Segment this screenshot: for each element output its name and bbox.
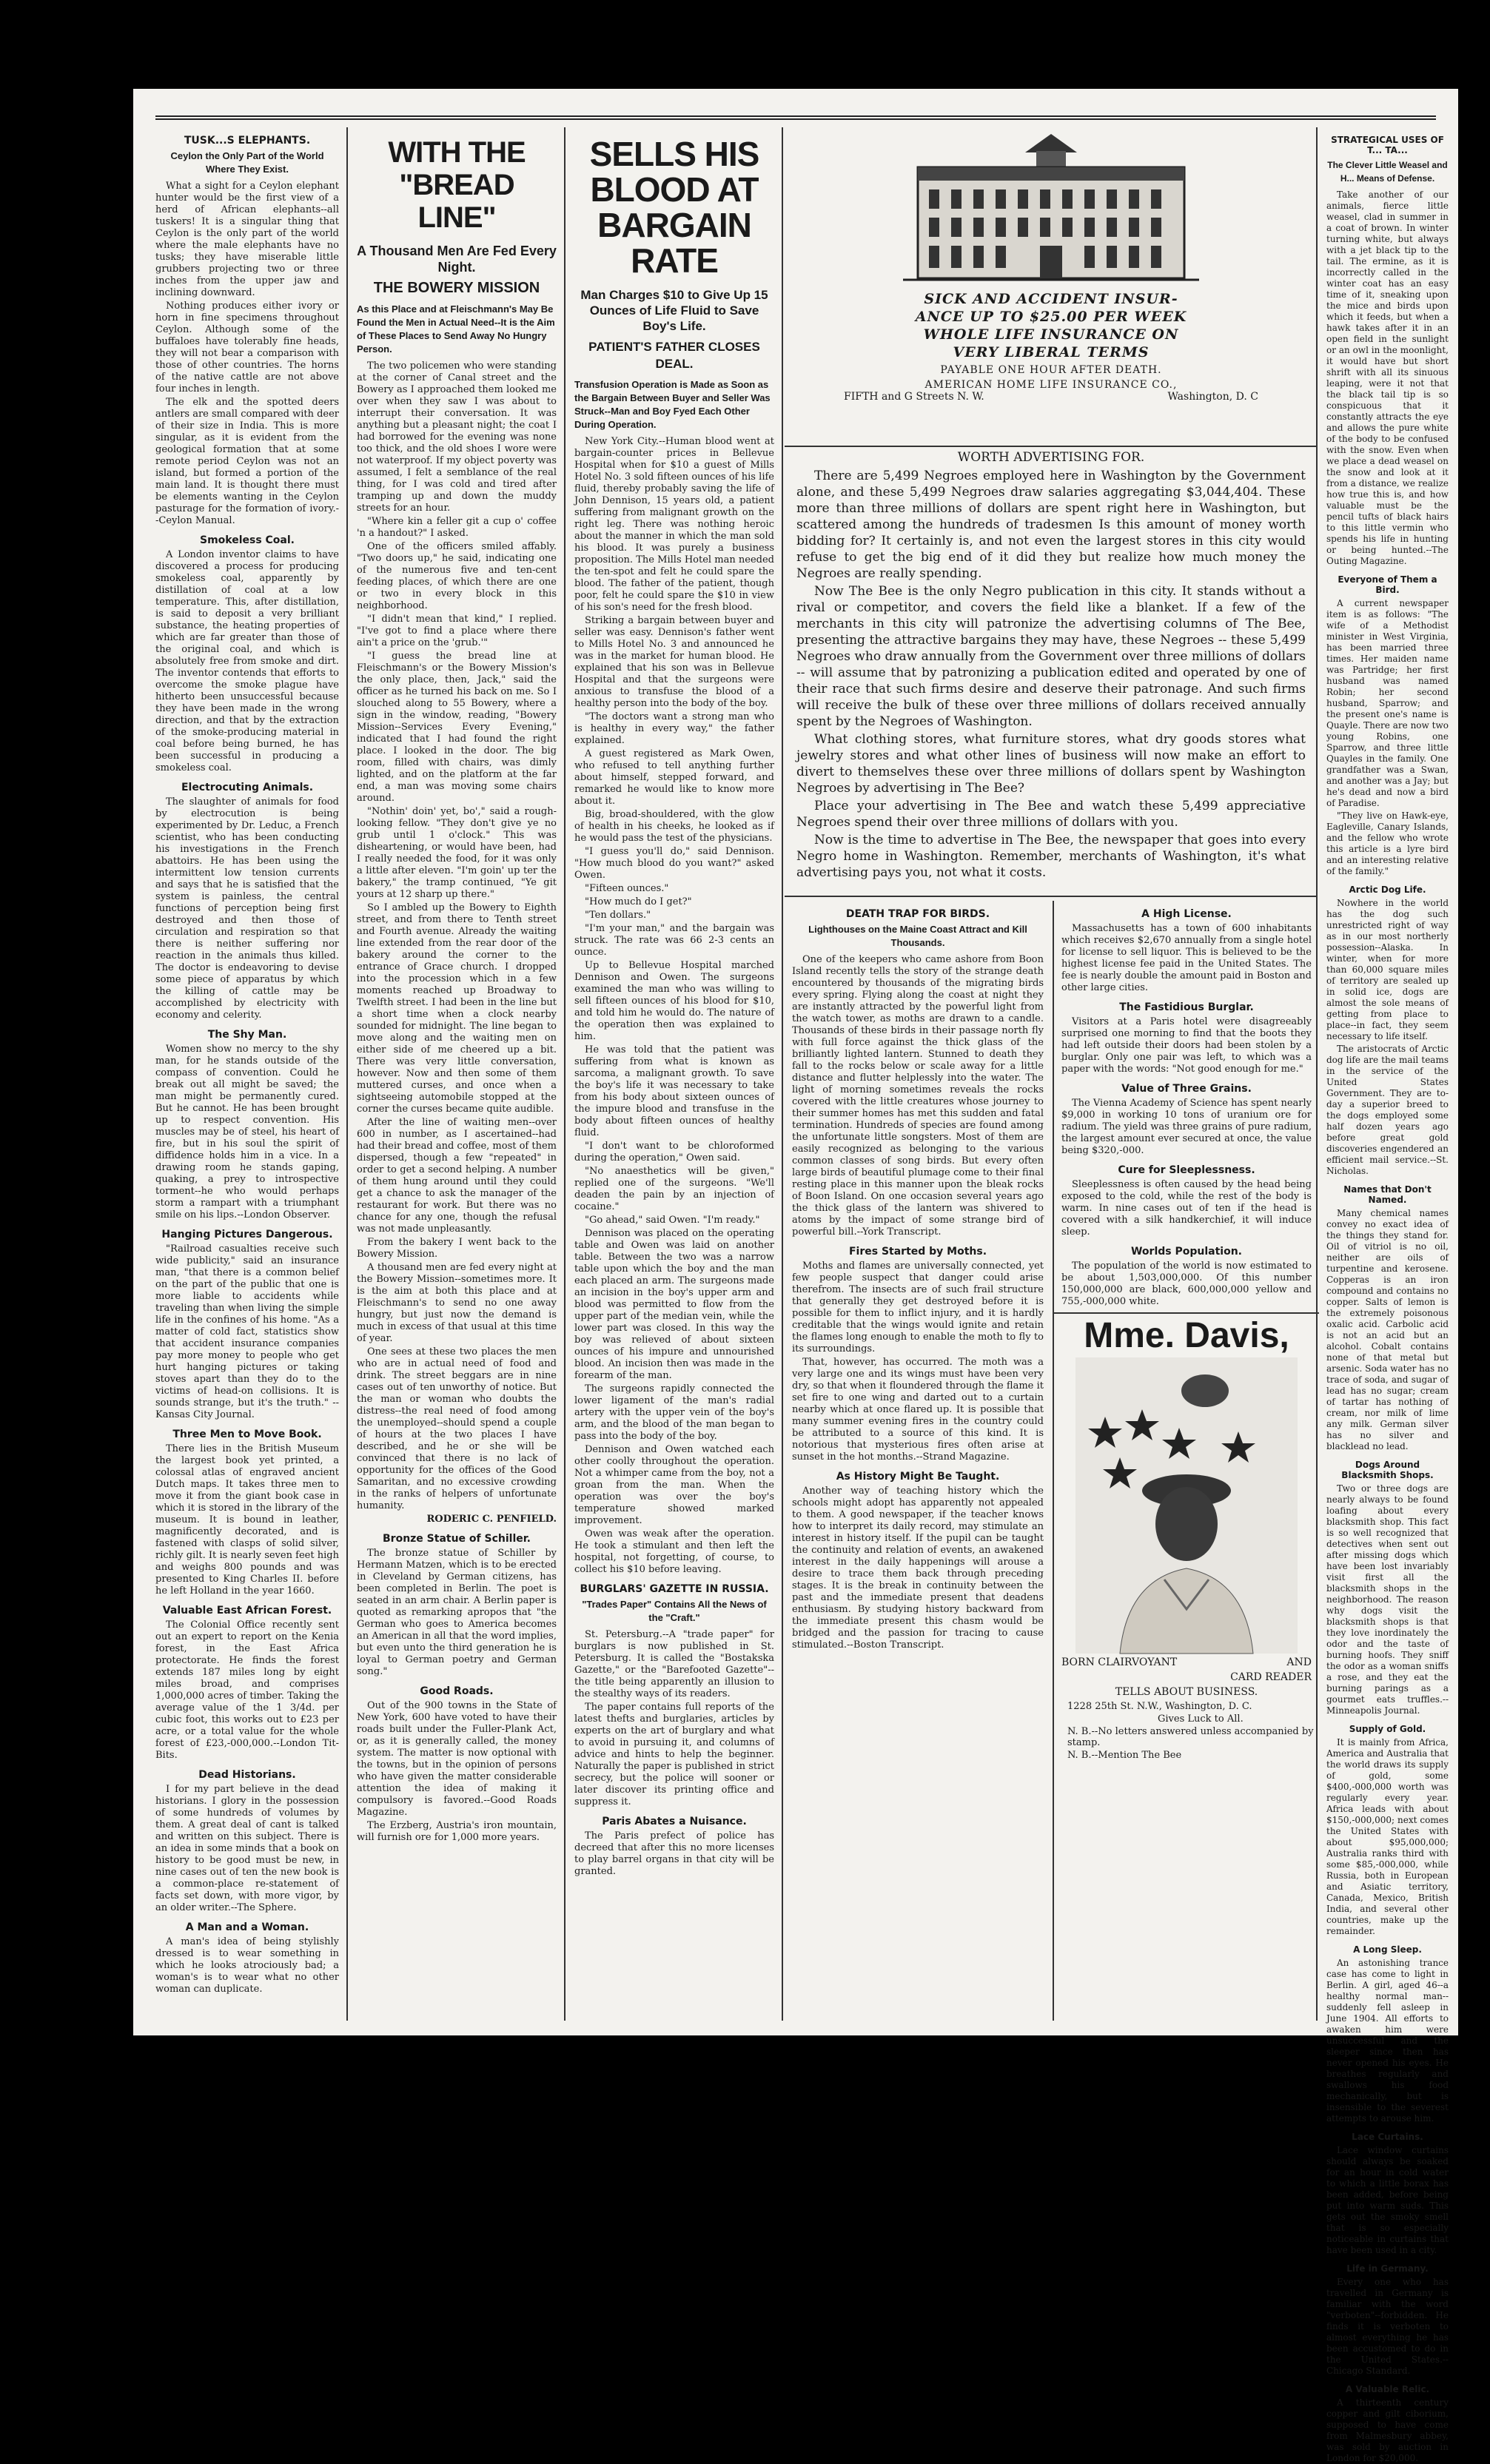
paragraph: Take another of our animals, fierce little weasel, clad in summer in a coat of brown. In winter turning white, but always with a jet black tip to the tail. The ermine, as it is incorrectly called in the winter coat has an easy time of it, sneaking upon the mice and birds upon which it feeds, but when a hawk takes after it in an open field in the sunlight or an owl in the moonlight, it would have but short shrift with all its sinuous leaping, were it not that the black tail tip is so conspicuous that it constantly attracts the eye and allows the pure white of the body to be confused with the snow. Even when we place a dead weasel on the snow and look at it from a distance, we realize how true this is, and how valuable must be the pencil tufts of black hairs to this little vermin who spends his life in hunting or being hunted.--The Outing Magazine. <box>1326 189 1449 566</box>
article-heading: Lace Curtains. <box>1352 2132 1423 2142</box>
paragraph: "I'm your man," and the bargain was struck. The rate was 66 2-3 cents an ounce. <box>574 923 774 958</box>
paragraph: Up to Bellevue Hospital marched Dennison and Owen. The surgeons examined the man who was willing to sell fifteen ounces of his blood for $10, and told him he would do. The nature of the operation then was explained to him. <box>574 960 774 1042</box>
insurance-advertisement <box>799 127 1303 438</box>
article-heading: Bronze Statue of Schiller. <box>383 1533 531 1545</box>
worth-advertising-editorial <box>785 446 1318 897</box>
paragraph: Sleeplessness is often caused by the head being exposed to the cold, while the rest of the body is warm. In nine cases out of ten if the head is covered with a silk handkerchief, it will induce sleep. <box>1061 1179 1312 1238</box>
article-heading: Good Roads. <box>420 1685 494 1697</box>
subheadline: A Thousand Men Are Fed Every Night. <box>357 244 557 275</box>
column-4-lower <box>785 901 1051 2021</box>
paragraph: Now The Bee is the only Negro publication in this city. It stands without a rival or competitor, and covers the field like a blanket. If a few of the merchants in this city will patronize the advertising columns of The Bee, presenting the attractive bargains they may have, these Negroes -- these 5,499 Negroes who draw annually from the Government over three millions of dollars -- will assume that by patronizing a publication edited and operated by one of their race that such firms desire and deserve their patronage. And such firms will receive the bulk of these over three millions of dollars received annually spent by the Negroes of Washington. <box>796 584 1306 729</box>
paragraph: Dennison and Owen watched each other coolly throughout the operation. Not a whimper came from the boy, not a groan from the man. When the operation was over the boy's temperature showed marked improvement. <box>574 1444 774 1526</box>
article-heading: DEATH TRAP FOR BIRDS. <box>845 908 990 920</box>
paragraph: The Vienna Academy of Science has spent nearly $9,000 in working 10 tons of uranium ore for radium. The yield was three grains of pure radium, the largest amount ever secured at once, the value being $320,-000. <box>1061 1098 1312 1156</box>
ad-line: WHOLE LIFE INSURANCE ON <box>923 326 1179 343</box>
paragraph: Place your advertising in The Bee and watch these 5,499 appreciative Negroes spend their over three millions of dollars with you. <box>796 799 1306 830</box>
top-rule <box>155 115 1436 120</box>
paragraph: Two or three dogs are nearly always to be found loafing about every blacksmith shop. This fact is so well recognized that detectives when sent out after missing dogs which have been lost invariably visit first all the blacksmith shops in the neighborhood. The reason why dogs visit the blacksmith shops is that they love inordinately the odor and the taste of burning hoofs. They sniff the odor as a woman sniffs a rose, and they eat the burning parings as a gourmet eats truffles.--Minneapolis Journal. <box>1326 1483 1449 1716</box>
headline-sells-blood: SELLS HIS BLOOD AT BARGAIN RATE <box>589 135 759 280</box>
paragraph: Nowhere in the world has the dog such unrestricted right of way as in our most northerly possession--Alaska. In winter, when for more than 60,000 square miles of territory are sealed up in solid ice, dogs are almost the sole means of getting from place to place--in fact, they seem necessary to life itself. <box>1326 898 1449 1041</box>
paragraph: "I guess you'll do," said Dennison. "How much blood do you want?" asked Owen. <box>574 846 774 881</box>
paragraph: A man's idea of being stylishly dressed is to wear something in which he looks atrociously bad; a woman's is to wear what no other woman can duplicate. <box>155 1936 339 1995</box>
article-heading: Life in Germany. <box>1346 2263 1429 2274</box>
paragraph: It is mainly from Africa, America and Australia that the world draws its supply of gold, some $400,-000,000 worth was regularly every year. Africa leads with about $150,-000,000; next comes the United States with about $95,000,000; Australia ranks third with some $85,-000,000, while Russia, both in European and Asiatic territory, Canada, Mexico, British India, and several other countries, make up the remainder. <box>1326 1737 1449 1936</box>
article-heading: Names that Don't Named. <box>1343 1184 1432 1205</box>
article-heading: Paris Abates a Nuisance. <box>602 1816 747 1827</box>
paragraph: "How much do I get?" <box>585 896 692 907</box>
article-heading: Hanging Pictures Dangerous. <box>161 1229 333 1241</box>
paragraph: The Colonial Office recently sent out an expert to report on the Kenia forest, in the East Africa protectorate. He finds the forest extends 187 miles long by eight miles broad, and comprises 1,000,000 acres of timber. Taking the average value of the 1 3/4d. per cubic foot, this works out to £23 per acre, or a total value for the whole forest of £23,-000,000.--London Tit-Bits. <box>155 1619 339 1761</box>
article-heading: Supply of Gold. <box>1349 1724 1426 1734</box>
column-6 <box>1319 127 1456 2463</box>
paragraph: New York City.--Human blood went at bargain-counter prices in Bellevue Hospital when for $10 a guest of Mills Hotel No. 3 sold fifteen ounces of his life fluid, thereby probably saving the life of John Dennison, 15 years old, a patient suffering from malignant growth on the right leg. There was nothing heroic about the manner in which the man sold his blood. It was purely a business proposition. The Mills Hotel man needed the ten-spot and felt he could spare the blood. The father of the patient, though poor, felt he could spare the $10 in view of his son's need for the fresh blood. <box>574 436 774 613</box>
paragraph: Visitors at a Paris hotel were disagreeably surprised one morning to find that the boots they had left outside their doors had been stolen by a burglar. Only one pair was left, to which was a paper with the words: "Not good enough for me." <box>1061 1016 1312 1075</box>
ad-caption: CARD READER <box>1230 1671 1312 1683</box>
paragraph: A London inventor claims to have discovered a process for producing smokeless coal, apparently by distillation of coal at a low temperature. This, after distillation, is said to deposit a very brilliant substance, the heating properties of which are far greater than those of the original coal, and which is absolutely free from smoke and dirt. The inventor contends that efforts to overcome the smoke plague have hitherto been unsuccessful because they have been made in the wrong direction, and that by the extraction of the smoke-producing material in coal before being burned, he has been successful in producing a smokeless coal. <box>155 549 339 773</box>
ad-line: SICK AND ACCIDENT INSUR- <box>924 291 1178 307</box>
article-heading: STRATEGICAL USES OF T... TA... <box>1331 135 1444 155</box>
paragraph: Dennison was placed on the operating table and Owen was laid on another table. Between the two was a narrow table upon which the boy and the man each placed an arm. The surgeons made an incision in the boy's upper arm and blood was permitted to flow from the upper part of the median vein, while the lower part was closed. In this way the boy was relieved of about sixteen ounces of his impure and unnourished blood. An incision then was made in the forearm of the man. <box>574 1228 774 1381</box>
article-heading: Smokeless Coal. <box>199 534 295 546</box>
ad-caption: TELLS ABOUT BUSINESS. <box>1115 1686 1258 1698</box>
paragraph: The elk and the spotted deers antlers are small compared with deer of their size in India. This is more singular, as it is evident from the geological formation that at some remote period Ceylon was not an island, but formed a portion of the main land. It is thought there must be elements wanting in the Ceylon pasturage for the formation of ivory.--Ceylon Manual. <box>155 397 340 526</box>
article-heading: Arctic Dog Life. <box>1349 884 1426 895</box>
byline: RODERIC C. PENFIELD. <box>426 1514 557 1525</box>
ad-line: VERY LIBERAL TERMS <box>953 344 1150 360</box>
paragraph: "Fifteen ounces." <box>585 883 669 894</box>
portrait-icon <box>1075 1357 1298 1654</box>
paragraph: "Railroad casualties receive such wide publicity," said an insurance man, "that there is a common belief on the part of the public that one is more liable to accidents while traveling than when living the simple life in the confines of his home. "As a matter of cold fact, statistics show that accident insurance companies pay more money to people who get hurt hanging pictures or taking stoves apart than they do to the victims of head-on collisions. It is sounds strange, but it's the truth." --Kansas City Journal. <box>155 1243 339 1420</box>
column-1 <box>148 127 348 2021</box>
paragraph: The slaughter of animals for food by electrocution is being experimented by Dr. Leduc, a French scientist, who has been conducting his investigations in the French abattoirs. He has been using the intermittent low tension currents and says that he is satisfied that the system is painless, the central functions of perception being first destroyed and then those of circulation and respiration so that there is neither suffering nor reaction in the animals thus killed. The doctor is endeavoring to devise some piece of apparatus by which the killing of cattle may be accomplished by electricity with economy and celerity. <box>155 796 339 1021</box>
paragraph: Lace window curtains should always be soaked for an hour in cold water to which a little borax has been added, before being put into warm suds. This gets out the smoky smell that is so especially noticeable in curtains that have been used in a city. <box>1326 2145 1449 2255</box>
deck-summary: Transfusion Operation is Made as Soon as the Bargain Between Buyer and Seller Was Struck--Man and Boy Fyed Each Other During Operation. <box>574 379 771 430</box>
subheadline: Man Charges $10 to Give Up 15 Ounces of Life Fluid to Save Boy's Life. <box>580 288 768 333</box>
paragraph: A current newspaper item is as follows: "The wife of a Methodist minister in West Virginia, has been married three times. Her maiden name was Partridge; her first husband was named Robin; her second husband, Sparrow; and the present one's name is Quayle. There are now two young Robins, one Sparrow, and three little Quayles in the family. One grandfather was a Swan, and another was a Jay; but he's dead and now a bird of Paradise. <box>1326 598 1449 808</box>
paragraph: Moths and flames are universally connected, yet few people suspect that danger could arise therefrom. The insects are of such frail structure that generally they get destroyed before it is possible for them to inflict injury, and it is hardly creditable that the wings would ignite and retain the flames long enough to enable the moth to fly to its surroundings. <box>792 1260 1044 1354</box>
article-heading: The Fastidious Burglar. <box>1119 1001 1254 1013</box>
paragraph: Owen was weak after the operation. He took a stimulant and then left the hospital, not forgetting, of course, to collect his $10 before leaving. <box>574 1528 774 1575</box>
column-2 <box>349 127 566 2021</box>
article-heading: TUSK...S ELEPHANTS. <box>184 135 311 147</box>
article-heading: Dogs Around Blacksmith Shops. <box>1341 1460 1434 1480</box>
paragraph: "Ten dollars." <box>585 910 651 921</box>
paragraph: "I guess the bread line at Fleischmann's or the Bowery Mission's the only place, then, Jack," said the officer as he turned his back on me. So I slouched along to 55 Bowery, where a sign in the window, reading, "Bowery Mission--Services Every Evening," indicated that I had found the right place. I looked in the door. The big room, filled with chairs, was dimly lighted, and on the platform at the far end, a man was moving some chairs around. <box>357 651 557 804</box>
paragraph: A thirteenth century copper and gilt ciborium, supposed to have come from Malmesbury abbey, was sold by auction in London for $20,000. <box>1326 2397 1449 2463</box>
paragraph: The population of the world is now estimated to be about 1,503,000,000. Of this number 150,000,000 are black, 600,000,000 yellow and 755,-000,000 white. <box>1061 1260 1312 1307</box>
article-subhead: Ceylon the Only Part of the World Where They Exist. <box>170 150 324 175</box>
editorial-heading: WORTH ADVERTISING FOR. <box>957 450 1145 465</box>
ad-caption: AND <box>1286 1656 1312 1668</box>
columns-4-5 <box>785 127 1318 2021</box>
article-heading: Everyone of Them a Bird. <box>1338 574 1437 595</box>
paragraph: "Go ahead," said Owen. "I'm ready." <box>585 1215 760 1226</box>
column-5-lower <box>1053 901 1319 2021</box>
paragraph: "I don't want to be chloroformed during the operation," Owen said. <box>574 1141 774 1164</box>
paragraph: Many chemical names convey no exact idea of the things they stand for. Oil of vitriol is no oil, neither are oils of turpentine and kerosene. Copperas is an iron compound and contains no copper. Salts of lemon is the extremely poisonous oxalic acid. Carbolic acid is not an acid but an alcohol. Cobalt contains none of that metal but arsenic. Soda water has no trace of soda, and sugar of lead has no sugar; cream of tartar has nothing of cream, nor milk of lime any milk. German silver has no silver and blacklead no lead. <box>1326 1208 1449 1451</box>
paragraph: After the line of waiting men--over 600 in number, as I ascertained--had had their bread and coffee, most of them dispersed, though a few "repeated" in order to get a second helping. A number of them hung around until they could get a chance to ask the manager of the restaurant for work. But there was no chance for any one, though the refusal was not made unpleasantly. <box>357 1117 557 1235</box>
paragraph: Women show no mercy to the shy man, for he stands outside of the compass of convention. Could he break out all might be saved; the man might be permanently cured. But he cannot. He has been brought up to respect convention. His muscles may be of steel, his heart of fire, but in his soul the spirit of diffidence holds him in a vice. In a drawing room he stands gaping, quaking, a prey to introspective torment--he who would perhaps storm a rampart with a triumphant smile on his lips.--London Observer. <box>155 1044 339 1221</box>
article-heading: Cure for Sleeplessness. <box>1118 1164 1255 1176</box>
subheadline-closes-deal: PATIENT'S FATHER CLOSES DEAL. <box>588 340 760 371</box>
paragraph: The surgeons rapidly connected the lower ligament of the man's radial artery with the upper vein of the boy's arm, and the blood of the man began to pass into the body of the boy. <box>574 1383 774 1442</box>
article-heading: Valuable East African Forest. <box>162 1605 332 1617</box>
paragraph: "I didn't mean that kind," I replied. "I've got to find a place where there ain't a price on the 'grub.'" <box>357 614 557 648</box>
article-heading: The Shy Man. <box>207 1029 287 1041</box>
paragraph: There lies in the British Museum the largest book yet printed, a colossal atlas of engraved ancient Dutch maps. It takes three men to move it from the giant book case in which it is stored in the library of the museum. It is bound in leather, magnificently decorated, and is fastened with clasps of solid silver, richly gilt. It is nearly seven feet high and weighs 800 pounds and was presented to King Charles II. before he left Holland in the year 1660. <box>155 1443 339 1597</box>
column-3 <box>567 127 783 2021</box>
newspaper-page <box>133 89 1458 2463</box>
ad-tagline: Gives Luck to All. <box>1158 1713 1244 1725</box>
paragraph: He was told that the patient was suffering from what is known as sarcoma, a malignant growth. To save the boy's life it was necessary to take from his body about sixteen ounces of the impure blood and transfuse in the body about fifteen ounces of healthy fluid. <box>574 1044 774 1138</box>
article-heading: Three Men to Move Book. <box>172 1429 322 1440</box>
paragraph: "No anaesthetics will be given," replied one of the surgeons. "We'll deaden the pain by an injection of cocaine." <box>574 1166 774 1212</box>
paragraph: What a sight for a Ceylon elephant hunter would be the first view of a herd of African elephants--all tuskers! It is a singular thing that Ceylon is the only part of the world where the male elephants have no tusks; they have miserable little grubbers projecting two or three inches from the upper jaw and inclining downward. <box>155 181 339 298</box>
ad-company: AMERICAN HOME LIFE INSURANCE CO., <box>924 379 1178 391</box>
article-subhead: Lighthouses on the Maine Coast Attract and Kill Thousands. <box>808 924 1027 948</box>
paragraph: Nothing produces either ivory or horn in fine specimens throughout Ceylon. Although some of the buffaloes have tolerably fine heads, they will not bear a comparison with those of other countries. The horns of the native cattle are not above four inches in length. <box>155 301 339 395</box>
article-heading: BURGLARS' GAZETTE IN RUSSIA. <box>580 1583 769 1595</box>
paragraph: From the bakery I went back to the Bowery Mission. <box>357 1237 557 1260</box>
paragraph: Striking a bargain between buyer and seller was easy. Dennison's father went to Mills Hotel No. 3 and announced he was in the market for human blood. He explained that his son was in Bellevue Hospital and that the surgeons were anxious to transfuse the blood of a healthy person into the body of the boy. <box>574 615 774 709</box>
paragraph: "Where kin a feller git a cup o' coffee 'n a handout?" I asked. <box>357 516 557 539</box>
deck-summary: As this Place and at Fleischmann's May Be Found the Men in Actual Need--It is the Aim of These Places to Send Away No Hungry Person. <box>357 303 555 355</box>
article-heading: Dead Historians. <box>198 1769 296 1781</box>
headline-bread-line: WITH THE "BREAD LINE" <box>388 136 526 234</box>
ad-line: ANCE UP TO $25.00 PER WEEK <box>915 309 1187 325</box>
paragraph: A guest registered as Mark Owen, who refused to tell anything further about himself, stepped forward, and remarked he would like to know more about it. <box>574 748 774 807</box>
ad-city: Washington, D. C <box>1167 391 1258 403</box>
paragraph: Massachusetts has a town of 600 inhabitants which receives $2,670 annually from a single hotel for license to sell liquor. This is believed to be the highest license fee paid in the United States. The fee is nearly double the amount paid in Boston and other large cities. <box>1061 923 1312 993</box>
building-illustration-icon <box>896 130 1207 286</box>
ad-address: FIFTH and G Streets N. W. <box>844 391 984 403</box>
paragraph: I for my part believe in the dead historians. I glory in the possession of some hundreds of volumes by them. A great deal of cant is talked and written on this subject. There is an idea in some minds that a book on history to be good must be new, in nine cases out of ten the new book is a common-place re-statement of facts set down, with more vigor, by an older writer.--The Sphere. <box>155 1784 339 1913</box>
article-heading: Value of Three Grains. <box>1121 1083 1252 1095</box>
paragraph: "Nothin' doin' yet, bo'," said a rough-looking fellow. "They don't give ye no grub until 1 o'clock." This was disheartening, or would have been, had I really needed the food, for it was only a little after eleven. "I'm goin' up ter the bakery," the tramp continued, "Ye git yours at 12 sharp up there." <box>357 806 557 900</box>
paragraph: Now is the time to advertise in The Bee, the newspaper that goes into every Negro home in Washington. Remember, merchants of Washington, it's what advertising pays you, not what it costs. <box>796 833 1306 880</box>
article-heading: Worlds Population. <box>1130 1246 1242 1258</box>
paragraph: A thousand men are fed every night at the Bowery Mission--sometimes more. It is the aim at both this place and at Fleischmann's to send no one away hungry, but just now the demand is much in excess of that usual at this time of year. <box>357 1262 557 1344</box>
portrait-photo <box>1075 1357 1298 1654</box>
paragraph: One of the officers smiled affably. "Two doors up," he said, indicating one of the numerous five and ten-cent feeding places, of which there are one or two in every block in this neighborhood. <box>357 541 557 611</box>
paragraph: The aristocrats of Arctic dog life are the mail teams in the service of the United States Government. They are to-day a superior breed to the dogs employed some half dozen years ago before great gold discoveries engendered an efficient mail service.--St. Nicholas. <box>1326 1044 1449 1176</box>
article-subhead: The Clever Little Weasel and H... Means of Defense. <box>1327 160 1448 184</box>
paragraph: One of the keepers who came ashore from Boon Island recently tells the story of the strange death encountered by thousands of the migrating birds every spring. Flying along the coast at night they are instantly attracted by the powerful light from the watch tower, as moths are drawn to a candle. Thousands of these birds in their passage north fly with full force against the thick glass of the brilliantly lighted lantern. Stunned to death they fall to the rocks below or scale away for a little distance and flutter helplessly into the water. The light of morning sometimes reveals the rocks covered with the little creatures whose journey to their summer homes has met this sudden and fatal termination. Hundreds of species are found among the unfortunate little songsters. Most of them are easily recognized as belonging to the various common classes of song birds. But every often large birds of beautiful plumage come to their final resting place in this manner upon the bleak rocks of Boon Island. On one occasion several years ago the thick glass of the lantern was shivered to atoms by the impact of some strange bird of powerful bill.--York Transcript. <box>792 954 1044 1238</box>
paragraph: That, however, has occurred. The moth was a very large one and its wings must have been very dry, so that when it floundered through the flame it set fire to one wing and darted out to a curtain nearby which at once flared up. It is possible that many summer evening fires in the country could be attributed to a source of this kind. It is notorious that mysterious fires often arise at sunset in the hot months.--Strand Magazine. <box>792 1357 1044 1463</box>
paragraph: The Erzberg, Austria's iron mountain, will furnish ore for 1,000 more years. <box>357 1820 557 1843</box>
paragraph: The paper contains full reports of the latest thefts and burglaries, articles by experts on the art of burglary and what to avoid in pursuing it, and columns of advice and hints to help the beginner. Naturally the paper is published in strict secrecy, but the police will sooner or later discover its printing office and suppress it. <box>574 1702 774 1807</box>
article-heading: A High License. <box>1141 908 1232 920</box>
paragraph: "They live on Hawk-eye, Eagleville, Canary Islands, and the fellow who wrote this article is a lyre bird and an interesting relative of the family." <box>1326 810 1449 876</box>
article-heading: As History Might Be Taught. <box>836 1471 1000 1483</box>
article-heading: A Long Sleep. <box>1353 1944 1422 1955</box>
article-heading: Fires Started by Moths. <box>848 1246 987 1258</box>
paragraph: St. Petersburg.--A "trade paper" for burglars is now published in St. Petersburg. It is called the "Bostakska Gazette," or the "Barefooted Gazette"--the title being apparently an illusion to the stealthy ways of its readers. <box>574 1629 774 1699</box>
clairvoyant-advertisement <box>1054 1312 1319 1761</box>
article-heading: Electrocuting Animals. <box>181 782 314 793</box>
ad-name: Mme. Davis, <box>1084 1316 1289 1355</box>
paragraph: Big, broad-shouldered, with the glow of health in his cheeks, he looked as if he would pass the test of the physicians. <box>574 809 774 844</box>
paragraph: The bronze statue of Schiller by Hermann Matzen, which is to be erected in Cleveland by German citizens, has been completed in Berlin. The poet is seated in an arm chair. A Berlin paper is quoted as remarking apropos that "the German who goes to America becomes an American in all that the word implies, but even unto the third generation he is loyal to German poetry and German song." <box>357 1548 557 1677</box>
paragraph: One sees at these two places the men who are in actual need of food and drink. The street beggars are in nine cases out of ten unworthy of notice. But the man or woman who doubts the distress--the real need of food among the unemployed--should spend a couple of hours at the two places I have described, and he or she will be convinced that there is no lack of opportunity for the offices of the Good Samaritan, and no excessive crowding in the ranks of helpers of unfortunate humanity. <box>357 1346 557 1511</box>
article-heading: A Valuable Relic. <box>1345 2384 1430 2394</box>
subheadline-mission: THE BOWERY MISSION <box>373 280 540 296</box>
ad-payable: PAYABLE ONE HOUR AFTER DEATH. <box>940 364 1162 376</box>
paragraph: Another way of teaching history which the schools might adopt has apparently not appealed to them. A good newspaper, if the teacher knows how to interpret its daily record, may stimulate an interest in history itself. If the pupil can be taught the continuity and relation of events, an awakened interest in the daily happenings will arouse a desire to trace them back through preceding stages. It is the break in continuity between the past and the immediate present that deadens enthusiasm. By studying history backward from the immediate present this chasm would be bridged and the passion for tracing to cause stimulated.--Boston Transcript. <box>792 1486 1044 1651</box>
paragraph: An astonishing trance case has come to light in Berlin. A girl, aged 46--a healthy normal man--suddenly fell asleep in June 1904. All efforts to awaken him were unsuccessful and the sleeper since then has never opened his eyes. He breathes regularly and swallows his food mechanically, but is insensible to the severest attempts to arouse him. <box>1326 1958 1449 2124</box>
ad-note: N. B.--Mention The Bee <box>1067 1750 1182 1761</box>
paragraph: Every one who has travelled in Germany is familiar with the word "verboten"--forbidden. He finds it is verboten to almost everything he has been accustomed to do in the United States.--Chicago Standard. <box>1326 2277 1449 2376</box>
article-subhead: "Trades Paper" Contains All the News of the "Craft." <box>582 1599 767 1623</box>
article-heading: A Man and a Woman. <box>185 1921 309 1933</box>
paragraph: The Paris prefect of police has decreed that after this no more licenses to play barrel organs in that city will be granted. <box>574 1830 774 1877</box>
ad-address: 1228 25th St. N.W., Washington, D. C. <box>1067 1701 1252 1712</box>
ad-caption: BORN CLAIRVOYANT <box>1061 1656 1178 1668</box>
paragraph: The two policemen who were standing at the corner of Canal street and the Bowery as I approached them looked me over when they saw I was about to interrupt their conversation. It was anything but a pleasant night; the coat I had borrowed for the evening was none too thick, and the old shoes I wore were not waterproof. If my object poverty was assumed, I felt a semblance of the real thing, for I was cold and tired after tramping up and down the muddy streets for an hour. <box>357 360 557 514</box>
paragraph: "The doctors want a strong man who is healthy in every way," the father explained. <box>574 711 774 746</box>
paragraph: Out of the 900 towns in the State of New York, 600 have voted to have their roads built under the Fuller-Plank Act, or, as it is generally called, the money system. The matter is now optional with the towns, but in the opinion of persons who have given the matter considerable attention the idea of making it compulsory is favored.--Good Roads Magazine. <box>357 1700 557 1818</box>
ad-note: N. B.--No letters answered unless accompanied by stamp. <box>1067 1726 1314 1748</box>
paragraph: There are 5,499 Negroes employed here in Washington by the Government alone, and these 5,499 Negroes draw salaries aggregating $3,044,404. These more than three millions of dollars are spent right here in Washington, but scattered among the hundreds of tradesmen Is this amount of money worth bidding for? It certainly is, and not even the largest stores in this city would refuse to get the big end of it did they but realize how much money the Negroes are really spending. <box>796 469 1306 581</box>
paragraph: So I ambled up the Bowery to Eighth street, and from there to Tenth street and Fourth avenue. Already the waiting line extended from the rear door of the bakery around the corner to the entrance of Grace church. I dropped into the procession which in a few moments reached up Broadway to Twelfth street. I had been in the line but a short time when a clock nearby sounded for midnight. The line began to move along and the waiting men on either side of me cheered up a bit. There was very little conversation, however. Now and then some of them muttered curses, and once when a sightseeing automobile stopped at the corner the curses became quite audible. <box>357 902 557 1115</box>
paragraph: What clothing stores, what furniture stores, what dry goods stores what jewelry stores and what other lines of business will now make an effort to divert to themselves these over three millions of dollars spent by Washington Negroes by advertising in The Bee? <box>796 732 1306 796</box>
